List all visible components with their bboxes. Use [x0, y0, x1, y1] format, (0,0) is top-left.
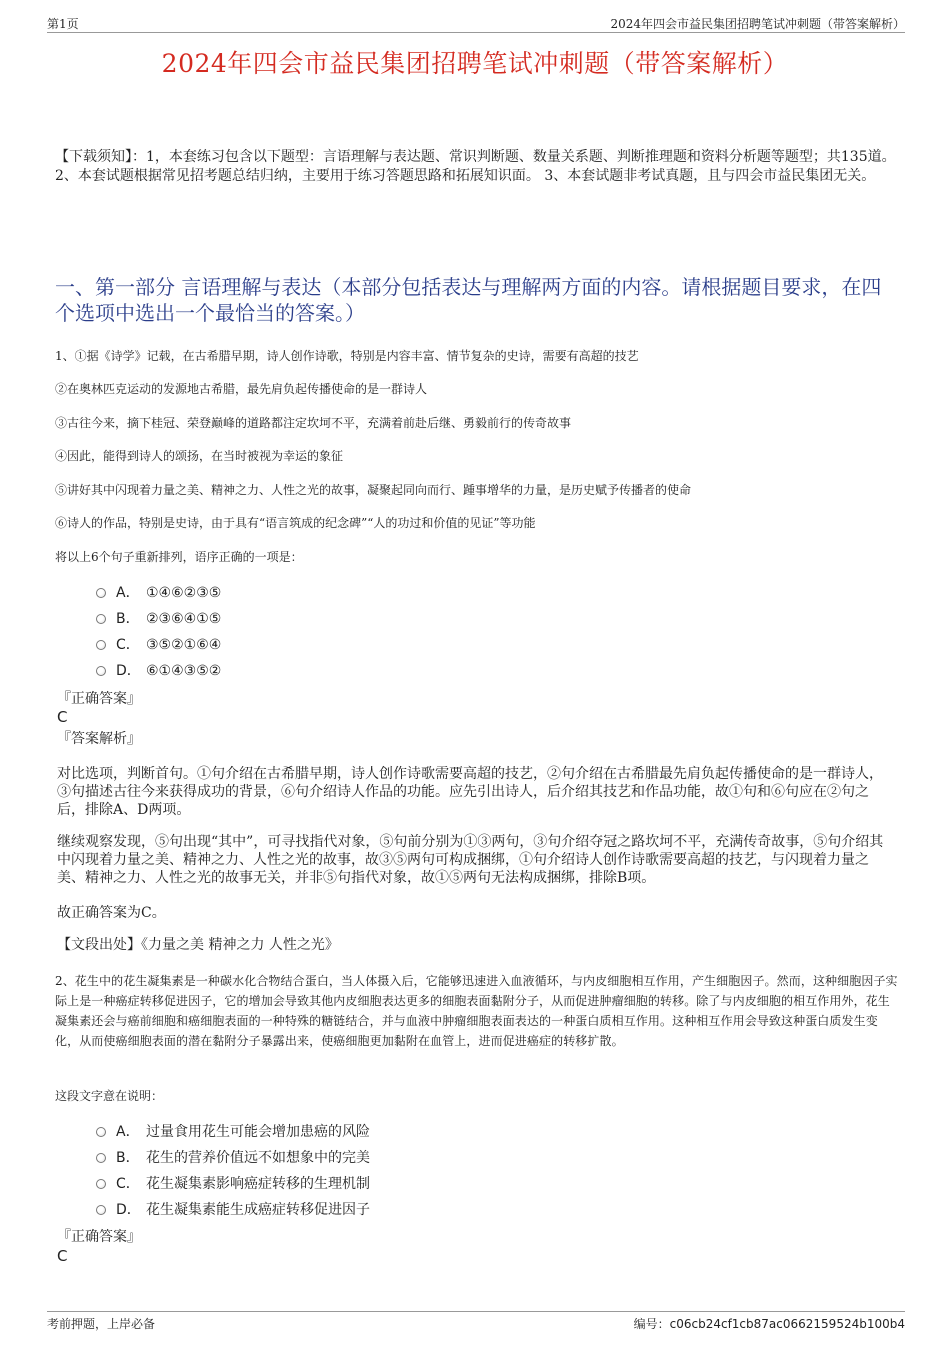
q2-answer-label: 『正确答案』 — [57, 1229, 141, 1245]
q1-analysis-paragraph-2: 继续观察发现，⑤句出现“其中”，可寻找指代对象，⑤句前分别为①③两句，③句介绍夺冠之路坎坷不平，充满传奇故事，⑤句介绍其中闪现着力量之美、精神之力、人性之光的故事，故③⑤两句可构成捆绑，①句介绍诗人创作诗歌需要高超的技艺，与闪现着力量之美、精神之力、人性之光的故事无关，并非⑤句指代对象，故①⑤两句无法构成捆绑，排除B项。 — [57, 834, 884, 886]
radio-icon[interactable] — [96, 614, 106, 624]
radio-icon[interactable] — [96, 1179, 106, 1189]
document-code: 编号：c06cb24cf1cb87ac0662159524b100b4 — [633, 1317, 905, 1331]
page-header — [47, 14, 905, 33]
header-doc-title: 2024年四会市益民集团招聘笔试冲刺题（带答案解析） — [610, 17, 905, 31]
q2-option-b[interactable]: B． 花生的营养价值远不如想象中的完美 — [96, 1149, 370, 1167]
radio-icon[interactable] — [96, 666, 106, 676]
radio-icon[interactable] — [96, 1205, 106, 1215]
q2-option-c[interactable]: C． 花生凝集素影响癌症转移的生理机制 — [96, 1175, 370, 1193]
q1-analysis-paragraph-3: 故正确答案为C。 — [57, 905, 166, 921]
radio-icon[interactable] — [96, 1127, 106, 1137]
q1-option-d[interactable]: D． ⑥①④③⑤② — [96, 662, 221, 680]
q1-source: 【文段出处】《力量之美 精神之力 人性之光》 — [57, 937, 339, 953]
footer-slogan: 考前押题，上岸必备 — [47, 1317, 156, 1331]
q1-analysis-paragraph-1: 对比选项，判断首句。①句介绍在古希腊早期，诗人创作诗歌需要高超的技艺，②句介绍在古希腊最先肩负起传播使命的是一群诗人，③句描述古往今来获得成功的背景，⑥句介绍诗人作品的功能。应先引出诗人，后介绍其技艺和作品功能，故①句和⑥句应在②句之后，排除A、D两项。 — [57, 766, 883, 818]
page-number: 第1页 — [47, 17, 79, 31]
download-notice: 【下载须知】：1，本套练习包含以下题型：言语理解与表达题、常识判断题、数量关系题、判断推理题和资料分析题等题型；共135道。 2、本套试题根据常见招考题总结归纳，主要用于练习答题思路和拓展知识面。 3、本套试题非考试真题，且与四会市益民集团无关。 — [55, 149, 896, 184]
radio-icon[interactable] — [96, 1153, 106, 1163]
q1-analysis-label: 『答案解析』 — [57, 731, 141, 747]
q1-prompt: 将以上6个句子重新排列，语序正确的一项是： — [55, 550, 303, 564]
radio-icon[interactable] — [96, 640, 106, 650]
q2-stem: 2、花生中的花生凝集素是一种碳水化合物结合蛋白，当人体摄入后，它能够迅速进入血液循环，与内皮细胞相互作用，产生细胞因子。然而，这种细胞因子实际上是一种癌症转移促进因子，它的增加会导致其他内皮细胞表达更多的细胞表面黏附分子，从而促进肿瘤细胞的转移。除了与内皮细胞的相互作用外，花生凝集素还会与癌前细胞和癌细胞表面的一种特殊的糖链结合，并与血液中肿瘤细胞表面表达的一种蛋白质相互作用。这种相互作用会导致这种蛋白质发生变化，从而使癌细胞表面的潜在黏附分子暴露出来，使癌细胞更加黏附在血管上，进而促进癌症的转移扩散。 — [55, 974, 898, 1048]
q1-sentence-1: 1、①据《诗学》记载，在古希腊早期，诗人创作诗歌，特别是内容丰富、情节复杂的史诗，需要有高超的技艺 — [55, 349, 639, 363]
document-title: 2024年四会市益民集团招聘笔试冲刺题（带答案解析） — [161, 49, 789, 78]
q1-answer-label: 『正确答案』 — [57, 691, 141, 707]
page-footer — [47, 1311, 905, 1331]
q2-prompt: 这段文字意在说明： — [55, 1089, 164, 1103]
q2-option-d[interactable]: D． 花生凝集素能生成癌症转移促进因子 — [96, 1201, 370, 1219]
q1-sentence-4: ④因此，能得到诗人的颂扬，在当时被视为幸运的象征 — [55, 449, 344, 463]
q1-sentence-6: ⑥诗人的作品，特别是史诗，由于具有“语言筑成的纪念碑”“人的功过和价值的见证”等功能 — [55, 516, 536, 530]
q1-option-c[interactable]: C． ③⑤②①⑥④ — [96, 636, 221, 654]
q1-option-b[interactable]: B． ②③⑥④①⑤ — [96, 610, 221, 628]
q1-answer: C — [57, 708, 68, 726]
q2-option-a[interactable]: A． 过量食用花生可能会增加患癌的风险 — [96, 1123, 370, 1141]
section-heading: 一、第一部分 言语理解与表达（本部分包括表达与理解两方面的内容。请根据题目要求，在四个选项中选出一个最恰当的答案。） — [55, 275, 882, 325]
q2-answer: C — [57, 1247, 68, 1265]
q1-sentence-2: ②在奥林匹克运动的发源地古希腊，最先肩负起传播使命的是一群诗人 — [55, 382, 428, 396]
q1-sentence-3: ③古往今来，摘下桂冠、荣登巅峰的道路都注定坎坷不平，充满着前赴后继、勇毅前行的传奇故事 — [55, 416, 572, 430]
q1-sentence-5: ⑤讲好其中闪现着力量之美、精神之力、人性之光的故事，凝聚起同向而行、踵事增华的力量，是历史赋予传播者的使命 — [55, 483, 692, 497]
radio-icon[interactable] — [96, 588, 106, 598]
q1-option-a[interactable]: A． ①④⑥②③⑤ — [96, 584, 221, 602]
